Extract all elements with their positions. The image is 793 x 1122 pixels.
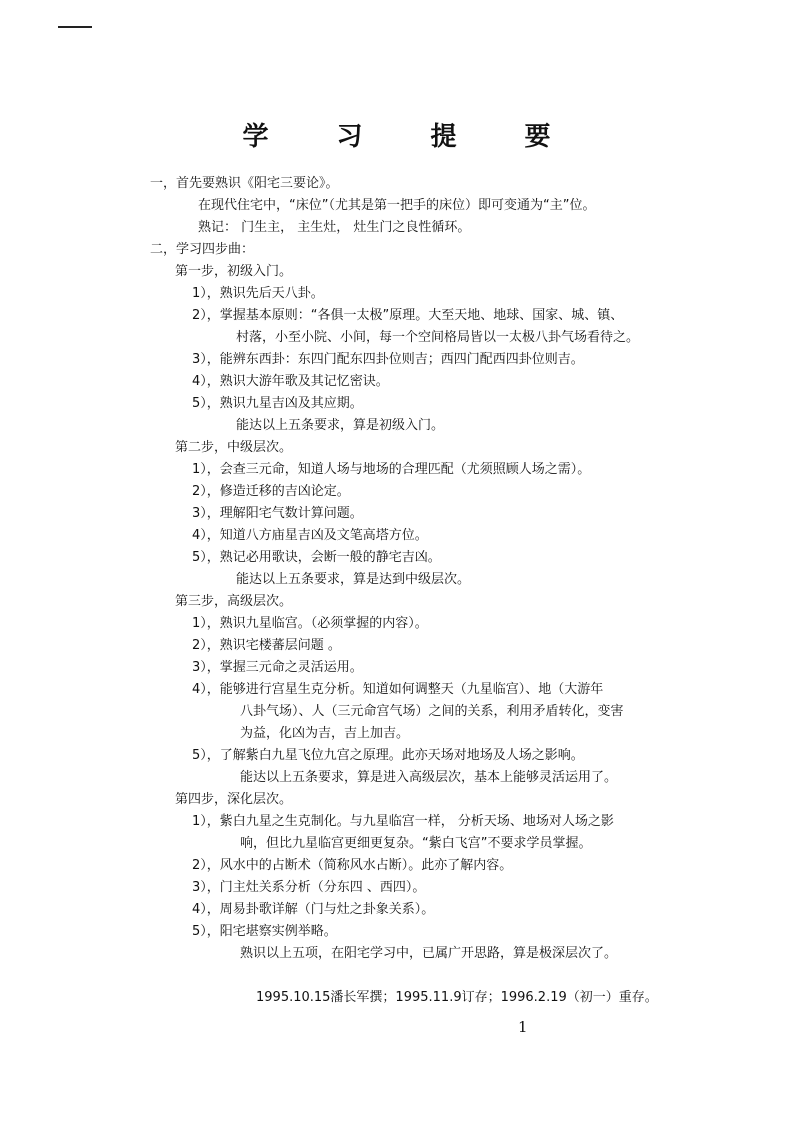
text-line: 5），熟记必用歌诀，会断一般的静宅吉凶。: [192, 550, 441, 565]
text-line: 第三步，高级层次。: [175, 594, 293, 609]
text-line: 5），熟识九星吉凶及其应期。: [192, 396, 363, 411]
text-line: 响，但比九星临宫更细更复杂。“紫白飞宫”不要求学员掌握。: [240, 836, 592, 851]
text-line: 2），掌握基本原则：“各俱一太极”原理。大至天地、地球、国家、城、镇、: [192, 308, 624, 323]
text-line: 熟识以上五项，在阳宅学习中，已属广开思路，算是极深层次了。: [240, 946, 618, 961]
text-line: 能达以上五条要求，算是初级入门。: [236, 418, 445, 433]
text-line: 1），熟识九星临宫。（必须掌握的内容）。: [192, 616, 428, 631]
text-line: 3），理解阳宅气数计算问题。: [192, 506, 363, 521]
page-title: [0, 116, 793, 153]
title-char: 要: [524, 122, 551, 152]
text-line: 二，学习四步曲：: [150, 242, 255, 257]
title-char: 提: [430, 122, 457, 152]
text-line: 1），紫白九星之生克制化。与九星临宫一样， 分析天场、地场对人场之影: [192, 814, 614, 829]
text-line: 1），会查三元命，知道人场与地场的合理匹配（尤须照顾人场之需）。: [192, 462, 591, 477]
title-char: 习: [336, 122, 363, 152]
text-line: 在现代住宅中，“床位”（尤其是第一把手的床位）即可变通为“主”位。: [198, 198, 596, 213]
text-line: 1），熟识先后天八卦。: [192, 286, 324, 301]
text-line: 3），门主灶关系分析（分东四 、西四）。: [192, 880, 426, 895]
text-line: 熟记： 门生主， 主生灶， 灶生门之良性循环。: [198, 220, 471, 235]
scan-mark: [58, 26, 92, 28]
footer-note: 1995.10.15潘长军撰；1995.11.9订存；1996.2.19（初一）重存。: [256, 990, 658, 1005]
text-line: 村落，小至小院、小间，每一个空间格局皆以一太极八卦气场看待之。: [236, 330, 640, 345]
text-line: 3），掌握三元命之灵活运用。: [192, 660, 363, 675]
text-line: 4），知道八方庙星吉凶及文笔高塔方位。: [192, 528, 428, 543]
text-line: 一，首先要熟识《阳宅三要论》。: [150, 176, 339, 191]
text-line: 第一步，初级入门。: [175, 264, 293, 279]
text-line: 4），周易卦歌详解（门与灶之卦象关系）。: [192, 902, 435, 917]
text-line: 4），熟识大游年歌及其记忆密诀。: [192, 374, 389, 389]
text-line: 3），能辨东西卦：东四门配东四卦位则吉；西四门配西四卦位则吉。: [192, 352, 584, 367]
text-line: 2），风水中的占断术（简称风水占断）。此亦了解内容。: [192, 858, 513, 873]
text-line: 能达以上五条要求，算是达到中级层次。: [236, 572, 471, 587]
text-line: 第二步，中级层次。: [175, 440, 293, 455]
text-line: 为益，化凶为吉，吉上加吉。: [240, 726, 410, 741]
text-line: 能达以上五条要求，算是进入高级层次，基本上能够灵活运用了。: [240, 770, 618, 785]
text-line: 5），阳宅堪察实例举略。: [192, 924, 337, 939]
title-char: 学: [242, 122, 269, 152]
text-line: 2），修造迁移的吉凶论定。: [192, 484, 350, 499]
text-line: 第四步，深化层次。: [175, 792, 293, 807]
page-number: 1: [518, 1018, 528, 1036]
text-line: 4），能够进行宫星生克分析。知道如何调整天（九星临宫）、地（大游年: [192, 682, 604, 697]
text-line: 5），了解紫白九星飞位九宫之原理。此亦天场对地场及人场之影响。: [192, 748, 584, 763]
text-line: 2），熟识宅楼蕃层问题 。: [192, 638, 341, 653]
text-line: 八卦气场）、人（三元命宫气场）之间的关系，利用矛盾转化，变害: [240, 704, 624, 719]
